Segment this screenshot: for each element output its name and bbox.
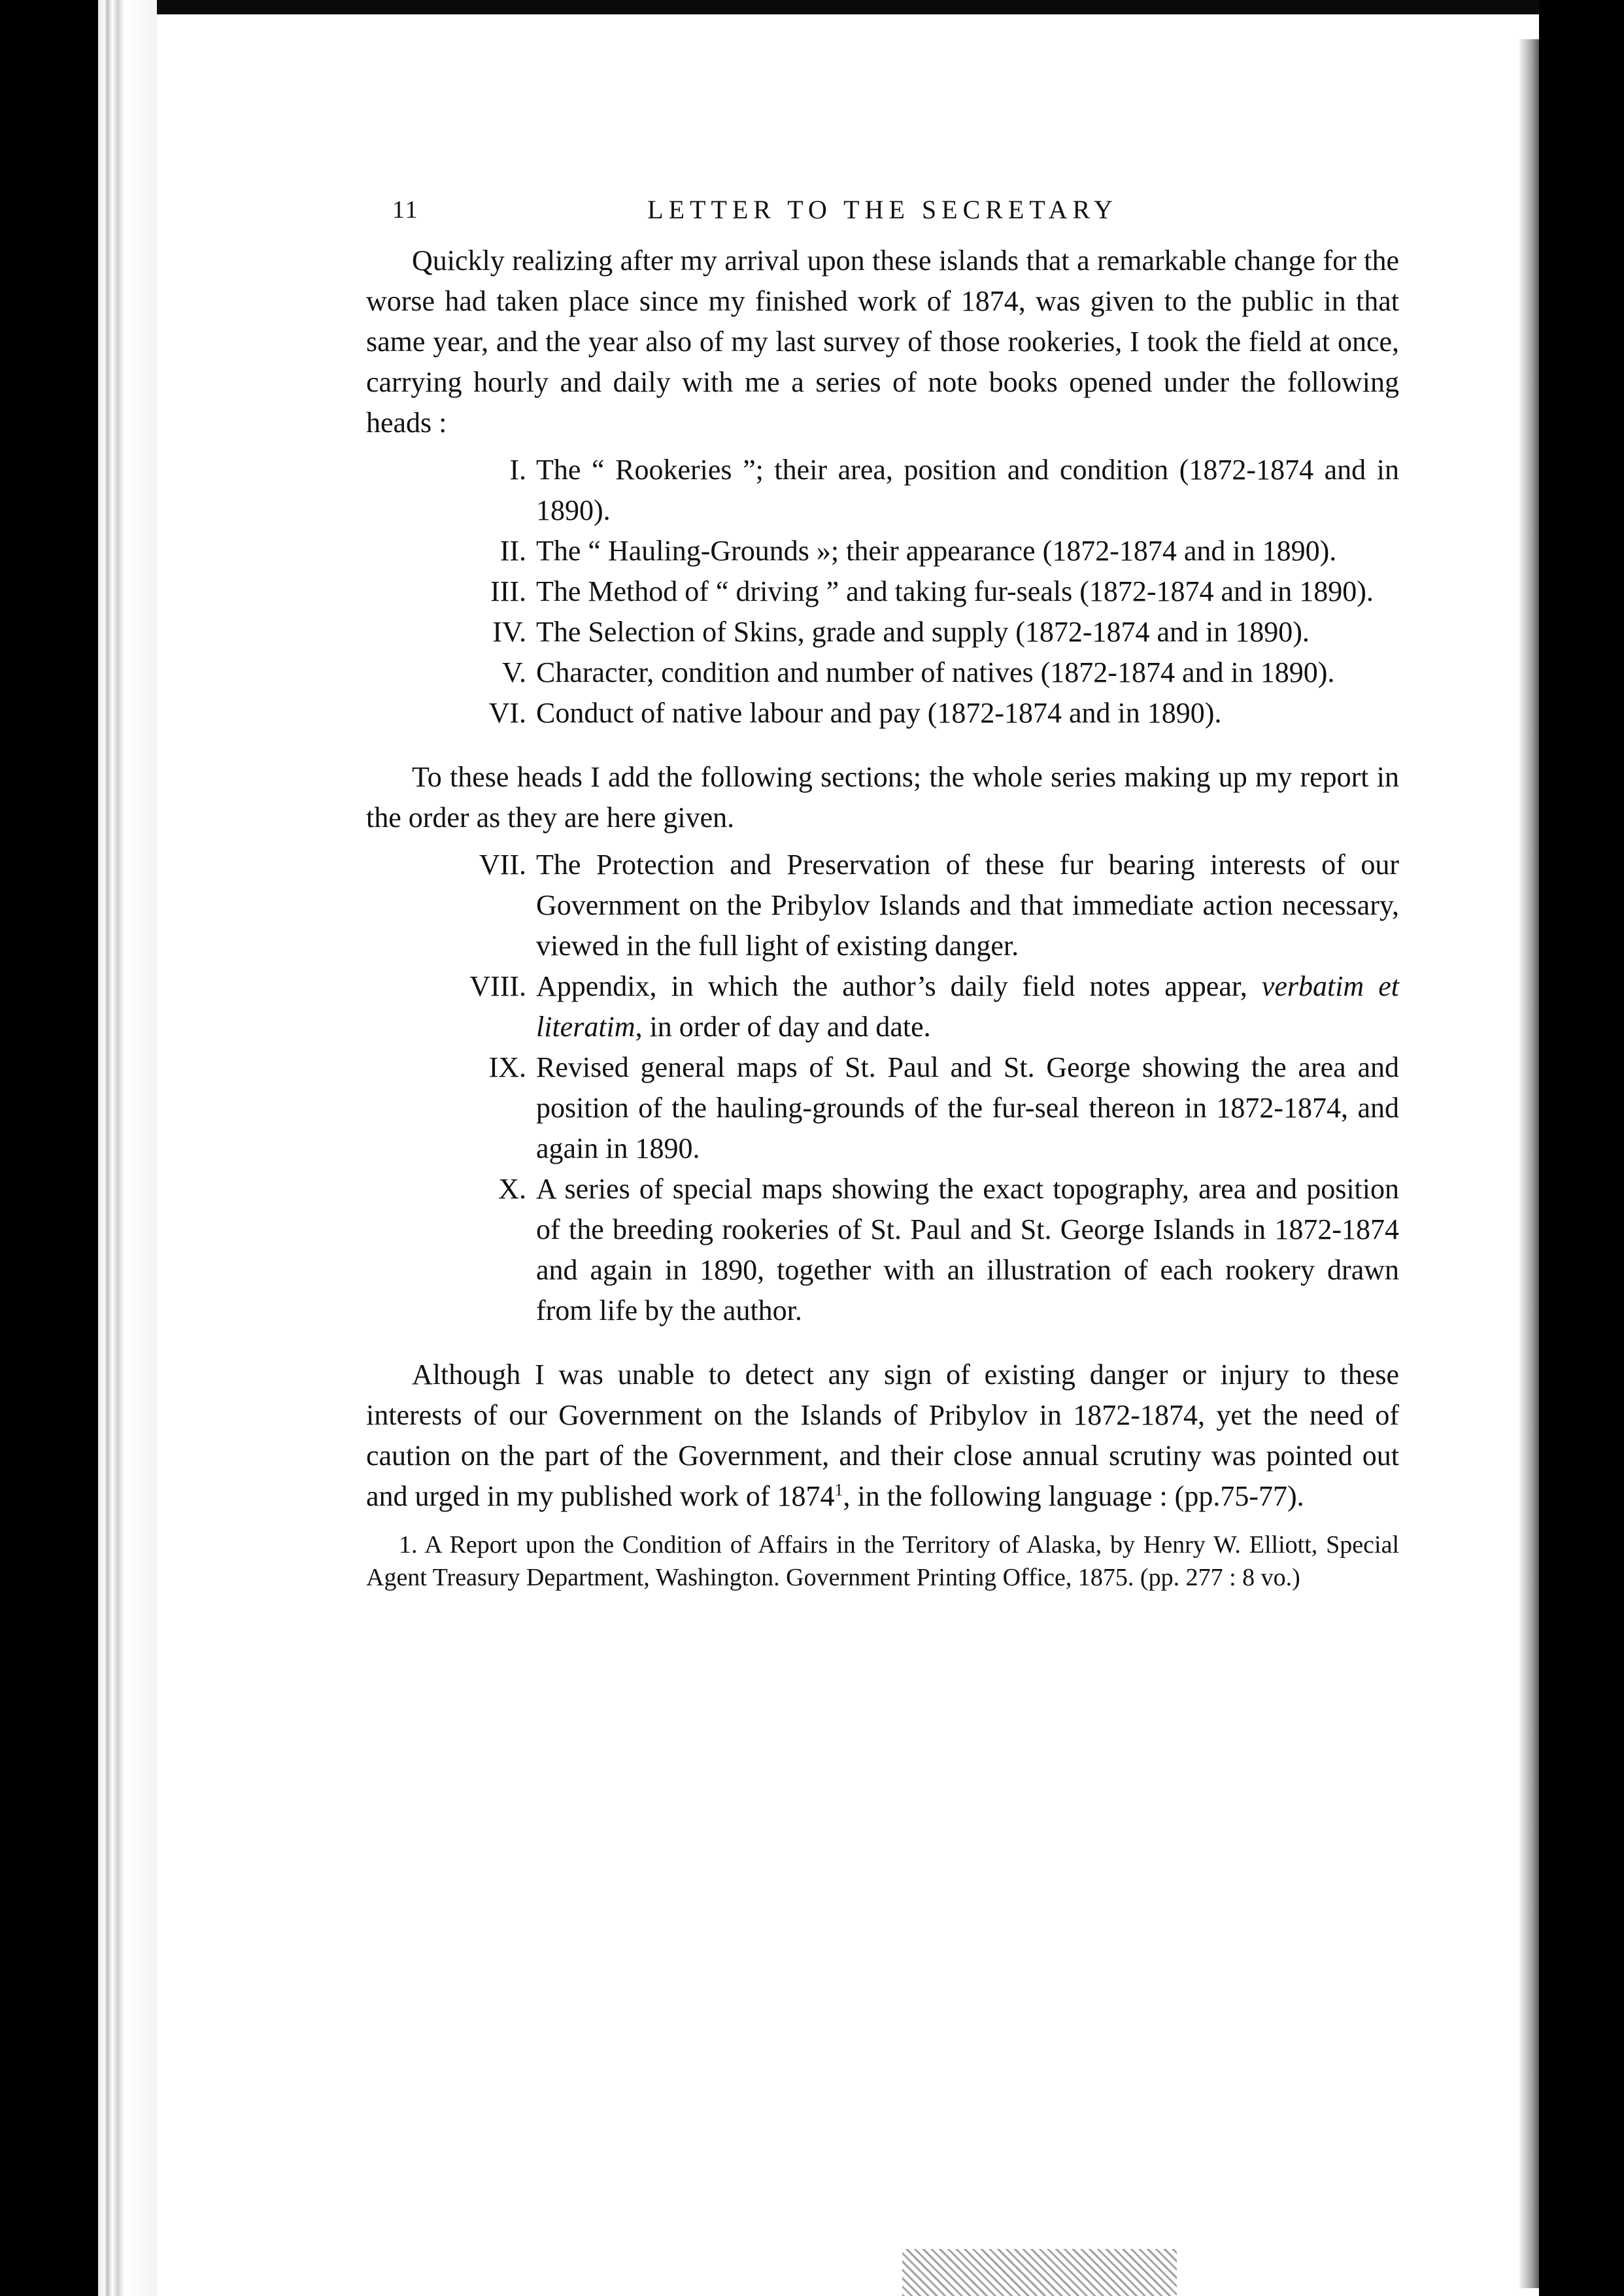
list-item <box>366 693 1399 734</box>
sections-list <box>366 845 1399 1331</box>
item-text: Character, condition and number of natives (1872-1874 and in 1890). <box>536 656 1335 688</box>
item-number: X. <box>498 1173 526 1205</box>
item-number: VII. <box>479 849 526 881</box>
footnote: 1. A Report upon the Condition of Affairs in the Territory of Alaska, by Henry W. Elliott, Special Agent Treasury Department, Washington. Government Printing Office, 1875. (pp. 277 : 8 vo.) <box>366 1531 1399 1591</box>
page-body <box>366 190 1399 1619</box>
page-gutter <box>98 0 157 2296</box>
heads-list <box>366 450 1399 734</box>
list-item <box>366 966 1399 1047</box>
paragraph-conclusion <box>366 1355 1399 1517</box>
spacer <box>366 1340 1399 1355</box>
item-number: IV. <box>492 616 526 648</box>
list-item <box>366 1047 1399 1169</box>
item-text: The “ Hauling-Grounds »; their appearance (1872-1874 and in 1890). <box>536 535 1337 567</box>
item-text: Appendix, in which the author’s daily field notes appear, <box>536 970 1247 1002</box>
running-head: LETTER TO THE SECRETARY <box>647 195 1118 224</box>
item-text: The “ Rookeries ”; their area, position and condition (1872-1874 and in 1890). <box>536 454 1399 526</box>
list-item <box>366 1169 1399 1331</box>
item-number: I. <box>509 454 526 486</box>
item-number: VI. <box>488 697 526 729</box>
item-text: The Method of “ driving ” and taking fur-seals (1872-1874 and in 1890). <box>536 575 1374 607</box>
item-text: The Selection of Skins, grade and supply (1872-1874 and in 1890). <box>536 616 1310 648</box>
list-item <box>366 531 1399 571</box>
page-header <box>366 190 1399 235</box>
spacer <box>366 743 1399 757</box>
item-number: II. <box>499 535 526 567</box>
list-item <box>366 652 1399 693</box>
item-text: Revised general maps of St. Paul and St. George showing the area and position of the hauling-grounds of the fur-seal thereon in 1872-1874, and again in 1890. <box>536 1051 1399 1164</box>
item-number: III. <box>490 575 526 607</box>
paragraph-intro: Quickly realizing after my arrival upon these islands that a remarkable change for the worse had taken place since my finished work of 1874, was given to the public in that same year, and the year also of my last survey of those rookeries, I took the field at once, carrying hourly and daily with me a series of note books opened under the following heads : <box>366 245 1399 439</box>
page-edge-shadow <box>1519 39 1539 2288</box>
paragraph-text-end: , in the following language : (pp.75-77). <box>843 1480 1304 1512</box>
item-text-end: , in order of day and date. <box>635 1011 931 1043</box>
item-text: Conduct of native labour and pay (1872-1874 and in 1890). <box>536 697 1222 729</box>
scan-artifact <box>902 2249 1177 2296</box>
item-number: VIII. <box>469 970 526 1002</box>
item-number: IX. <box>488 1051 526 1083</box>
scan-border-right <box>1539 0 1624 2296</box>
item-number: V. <box>501 656 526 688</box>
scan-border-top <box>0 0 1624 14</box>
page-number: 11 <box>392 196 419 224</box>
footnote-reference[interactable]: 1 <box>834 1480 843 1500</box>
paragraph-text: Although I was unable to detect any sign of existing danger or injury to these interests of our Government on the Islands of Pribylov in 1872-1874, yet the need of caution on the part of the Government, and their close annual scrutiny was pointed out and urged in my published work of 1874 <box>366 1359 1399 1512</box>
list-item <box>366 612 1399 652</box>
item-text-italic: verbatim et literatim <box>536 970 1400 1043</box>
list-item <box>366 571 1399 612</box>
list-item <box>366 450 1399 531</box>
item-text: The Protection and Preservation of these fur bearing interests of our Government on the Pribylov Islands and that immediate action necessary, viewed in the full light of existing danger. <box>536 849 1399 962</box>
item-text: A series of special maps showing the exact topography, area and position of the breeding rookeries of St. Paul and St. George Islands in 1872-1874 and again in 1890, together with an illustration of each rookery drawn from life by the author. <box>536 1173 1399 1326</box>
scan-border-left <box>0 0 98 2296</box>
paragraph-sections-intro: To these heads I add the following sections; the whole series making up my report in the order as they are here given. <box>366 761 1399 834</box>
list-item <box>366 845 1399 966</box>
